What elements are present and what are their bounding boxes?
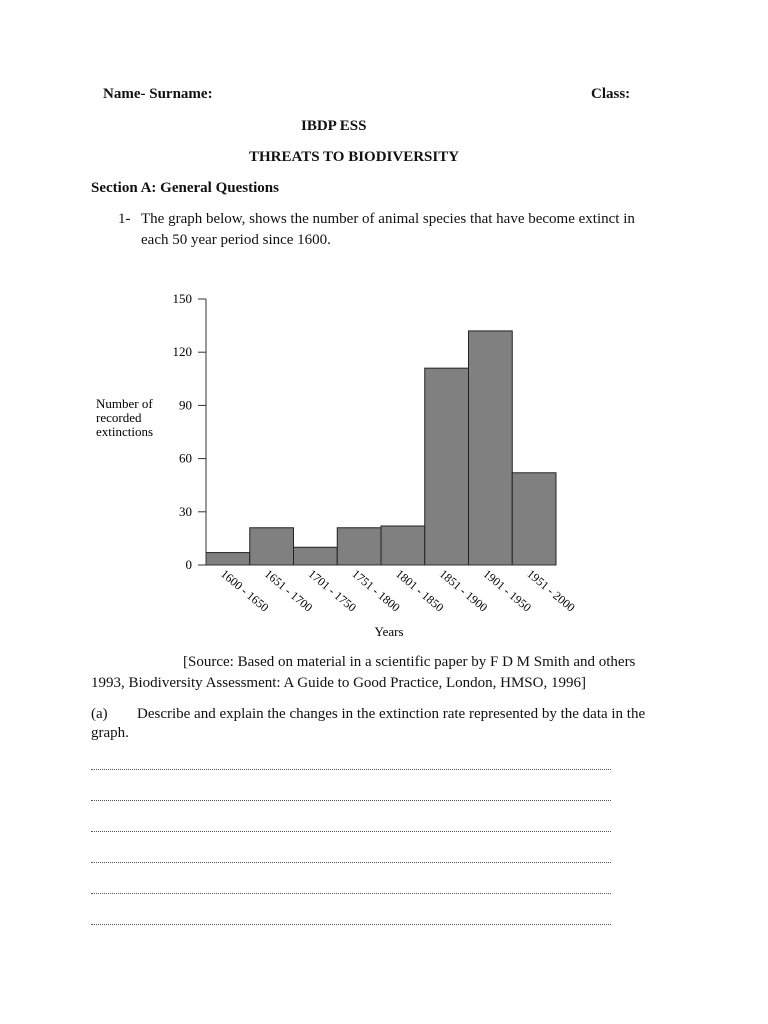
question-number: 1-	[118, 211, 131, 227]
subject-heading: IBDP ESS	[301, 118, 367, 134]
x-tick-label-6: 1901 - 1950	[480, 566, 535, 615]
x-tick-label-5: 1851 - 1900	[436, 566, 491, 615]
bar-6	[469, 331, 513, 565]
x-tick-label-7: 1951 - 2000	[524, 566, 578, 615]
y-axis-ticks	[173, 291, 207, 572]
bar-2	[294, 547, 338, 565]
source-citation-line-1: [Source: Based on material in a scientific paper by F D M Smith and others	[183, 654, 636, 670]
y-tick-label-4: 120	[172, 344, 192, 360]
y-axis-label-line-3: extinctions	[96, 424, 154, 439]
x-tick-label-3: 1751 - 1800	[349, 566, 403, 615]
answer-line[interactable]	[91, 831, 611, 832]
x-axis-tick-labels	[218, 567, 578, 615]
part-a-question-line-2: graph.	[91, 725, 129, 741]
source-citation-line-2: 1993, Biodiversity Assessment: A Guide to Good Practice, London, HMSO, 1996]	[91, 675, 586, 691]
bar-0	[206, 553, 250, 565]
worksheet-title: THREATS TO BIODIVERSITY	[249, 149, 460, 165]
x-axis-label: Years	[374, 624, 404, 639]
answer-line[interactable]	[91, 862, 611, 863]
answer-line[interactable]	[91, 800, 611, 801]
answer-line[interactable]	[91, 769, 611, 770]
answer-line[interactable]	[91, 893, 611, 894]
bar-1	[250, 528, 294, 565]
part-a-question-line-1: Describe and explain the changes in the extinction rate represented by the data in the	[137, 706, 646, 722]
bar-4	[381, 526, 425, 565]
section-heading: Section A: General Questions	[91, 180, 279, 196]
x-tick-label-4: 1801 - 1850	[393, 566, 447, 615]
y-axis-label-line-2: recorded	[96, 410, 142, 425]
x-tick-label-1: 1651 - 1700	[261, 566, 316, 615]
name-surname-label: Name- Surname:	[103, 86, 213, 102]
y-tick-label-0: 0	[185, 557, 192, 572]
y-tick-label-3: 90	[179, 397, 192, 413]
part-a-label: (a)	[91, 706, 108, 722]
chart-bars	[206, 331, 556, 565]
y-tick-label-1: 30	[179, 503, 192, 519]
answer-line[interactable]	[91, 924, 611, 925]
y-tick-label-5: 150	[172, 291, 192, 306]
bar-7	[512, 473, 556, 565]
y-axis-label-line-1: Number of	[96, 396, 153, 411]
x-tick-label-0: 1600 - 1650	[218, 566, 272, 615]
x-tick-label-2: 1701 - 1750	[305, 566, 360, 615]
bar-5	[425, 368, 469, 565]
question-text-line-1: The graph below, shows the number of animal species that have become extinct in	[141, 211, 635, 227]
bar-3	[337, 528, 381, 565]
class-label: Class:	[591, 86, 631, 102]
question-text-line-2: each 50 year period since 1600.	[141, 232, 331, 248]
y-tick-label-2: 60	[179, 450, 192, 466]
